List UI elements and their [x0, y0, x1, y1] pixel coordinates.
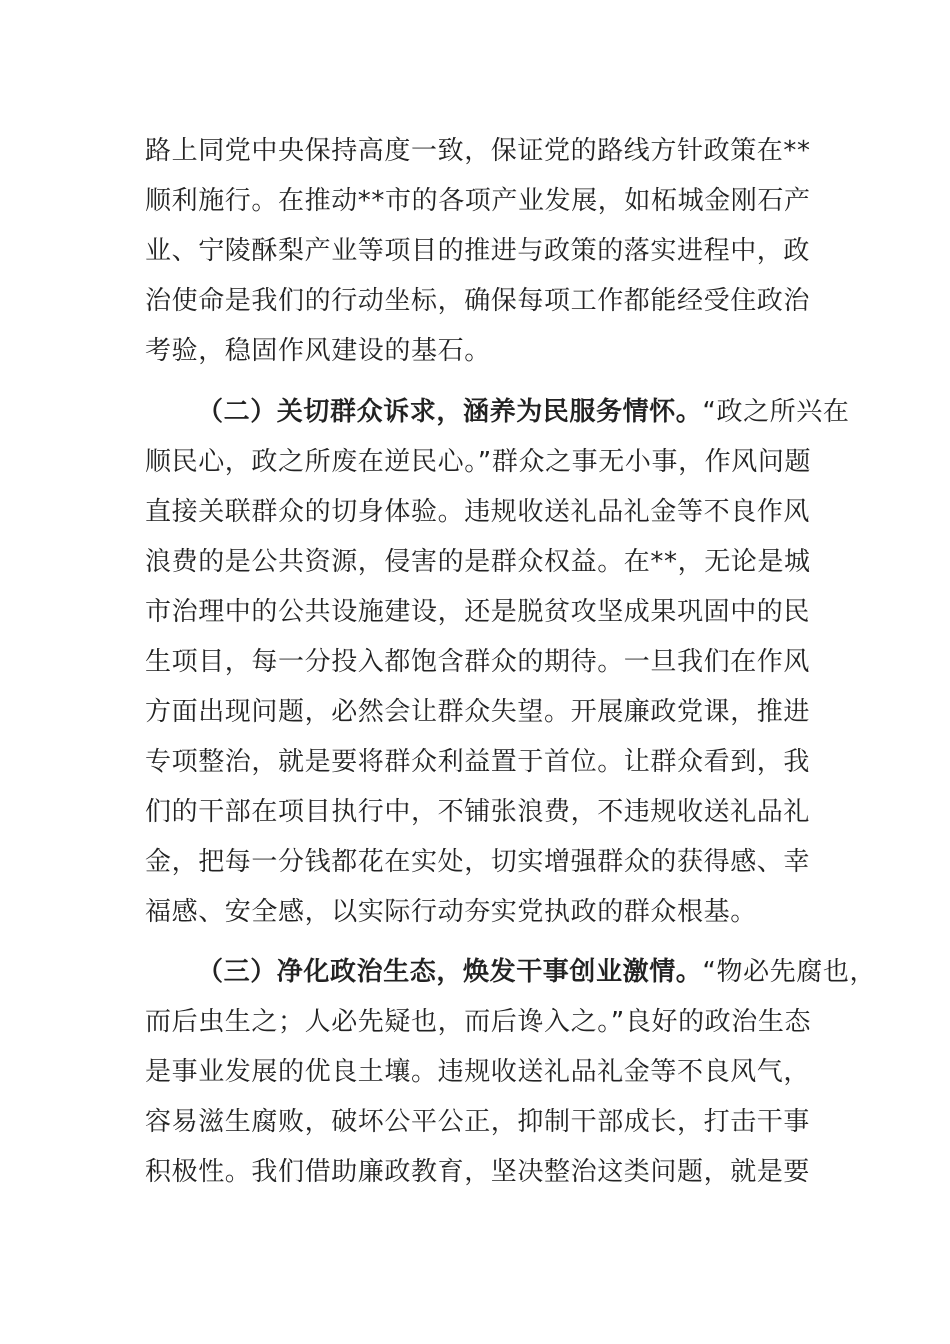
paragraph-1-line-4: 治使命是我们的行动坐标，确保每项工作都能经受住政治	[145, 286, 811, 316]
paragraph-3-line-3: 是事业发展的优良土壤。违规收送礼品礼金等不良风气，	[145, 1057, 811, 1087]
paragraph-2-line-5: 市治理中的公共设施建设，还是脱贫攻坚成果巩固中的民	[145, 597, 811, 627]
section-heading-2: （二）关切群众诉求，涵养为民服务情怀。	[197, 397, 703, 427]
paragraph-2-line-8: 专项整治，就是要将群众利益置于首位。让群众看到，我	[145, 747, 811, 777]
paragraph-2-first-line-text: “政之所兴在	[702, 397, 850, 427]
paragraph-2-line-3: 直接关联群众的切身体验。违规收送礼品礼金等不良作风	[145, 497, 811, 527]
paragraph-2-line-10: 金，把每一分钱都花在实处，切实增强群众的获得感、幸	[145, 847, 811, 877]
paragraph-3-first-line-text: “物必先腐也，	[702, 957, 877, 987]
paragraph-3-line-4: 容易滋生腐败，破坏公平公正，抑制干部成长，打击干事	[145, 1107, 811, 1137]
paragraph-2-line-2: 顺民心，政之所废在逆民心。”群众之事无小事，作风问题	[145, 447, 812, 477]
section-heading-3: （三）净化政治生态，焕发干事创业激情。	[197, 957, 703, 987]
paragraph-1-line-3: 业、宁陵酥梨产业等项目的推进与政策的落实进程中，政	[145, 236, 811, 266]
paragraph-2-line-7: 方面出现问题，必然会让群众失望。开展廉政党课，推进	[145, 697, 811, 727]
paragraph-3-line-2: 而后虫生之；人必先疑也，而后谗入之。”良好的政治生态	[145, 1007, 812, 1037]
paragraph-1-line-2: 顺利施行。在推动**市的各项产业发展，如柘城金刚石产	[145, 186, 811, 216]
paragraph-2-line-4: 浪费的是公共资源，侵害的是群众权益。在**，无论是城	[145, 547, 811, 577]
paragraph-2-line-9: 们的干部在项目执行中，不铺张浪费，不违规收送礼品礼	[145, 797, 811, 827]
paragraph-3-line-5: 积极性。我们借助廉政教育，坚决整治这类问题，就是要	[145, 1157, 811, 1187]
paragraph-3-first-line	[197, 954, 876, 990]
paragraph-1-line-5: 考验，稳固作风建设的基石。	[145, 336, 491, 366]
paragraph-1-line-1: 路上同党中央保持高度一致，保证党的路线方针政策在**	[145, 136, 811, 166]
paragraph-2-line-6: 生项目，每一分投入都饱含群众的期待。一旦我们在作风	[145, 647, 811, 677]
paragraph-2-first-line	[197, 394, 849, 430]
paragraph-2-line-11: 福感、安全感，以实际行动夯实党执政的群众根基。	[145, 897, 757, 927]
